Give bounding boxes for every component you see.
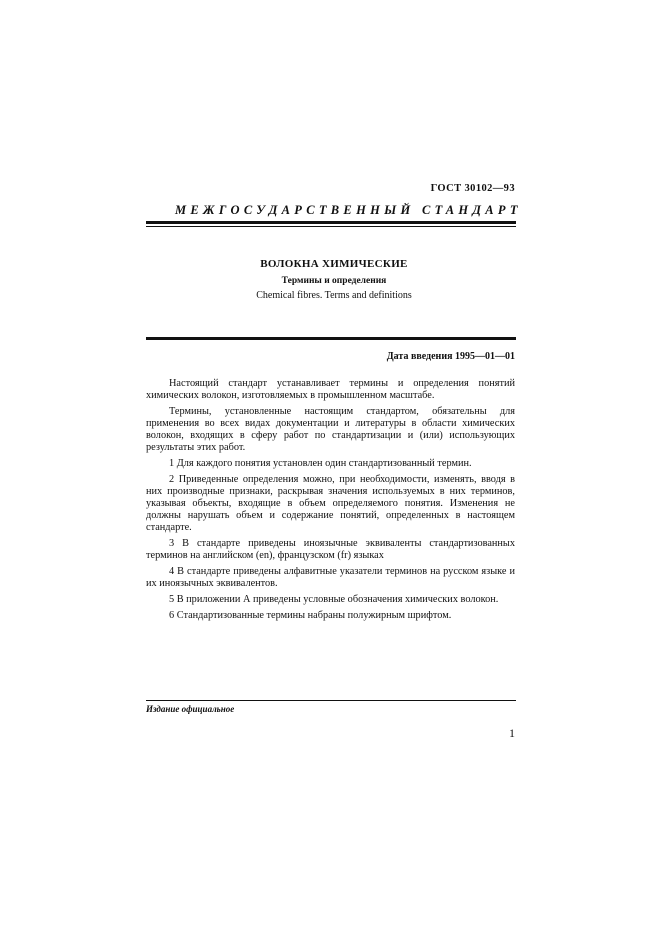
document-subtitle: Термины и определения (281, 276, 387, 286)
title-rule (146, 337, 516, 340)
standard-heading: МЕЖГОСУДАРСТВЕННЫЙ СТАНДАРТ (175, 203, 522, 217)
clause-6: 6 Стандартизованные термины набраны полужирным шрифтом. (169, 610, 452, 621)
paragraph-scope: Настоящий стандарт устанавливает термины и определения понятий химических волокон, изготовляемых в промышленном масштабе. (146, 378, 515, 401)
document-subtitle-english: Chemical fibres. Terms and definitions (256, 290, 412, 301)
clause-1: 1 Для каждого понятия установлен один стандартизованный термин. (169, 458, 472, 469)
header-rule-thin (146, 226, 516, 227)
footer-rule (146, 700, 516, 701)
clause-4: 4 В стандарте приведены алфавитные указатели терминов на русском языке и их иноязычных эквивалентов. (146, 566, 515, 589)
clause-2: 2 Приведенные определения можно, при необходимости, изменять, вводя в них производные признаки, раскрывая значения используемых в них терминов, указывая объекты, входящие в объем определяемого понятия. Изменения не должны нарушать объем и содержание понятий, определенных в настоящем стандарте. (146, 474, 515, 533)
paragraph-applicability: Термины, установленные настоящим стандартом, обязательны для применения во всех видах документации и литературы в области химических волокон, входящих в сферу работ по стандартизации и (или) использующих результаты этих работ. (146, 406, 515, 453)
document-title: ВОЛОКНА ХИМИЧЕСКИЕ (260, 258, 408, 270)
clause-5: 5 В приложении А приведены условные обозначения химических волокон. (169, 594, 499, 605)
edition-label: Издание официальное (146, 704, 235, 714)
header-rule-thick (146, 221, 516, 224)
clause-3: 3 В стандарте приведены иноязычные эквиваленты стандартизованных терминов на английском (en), французском (fr) языках (146, 538, 515, 561)
body-text (146, 378, 515, 622)
document-code: ГОСТ 30102—93 (430, 183, 515, 194)
page-number: 1 (509, 726, 515, 740)
introduction-date: Дата введения 1995—01—01 (386, 351, 515, 362)
